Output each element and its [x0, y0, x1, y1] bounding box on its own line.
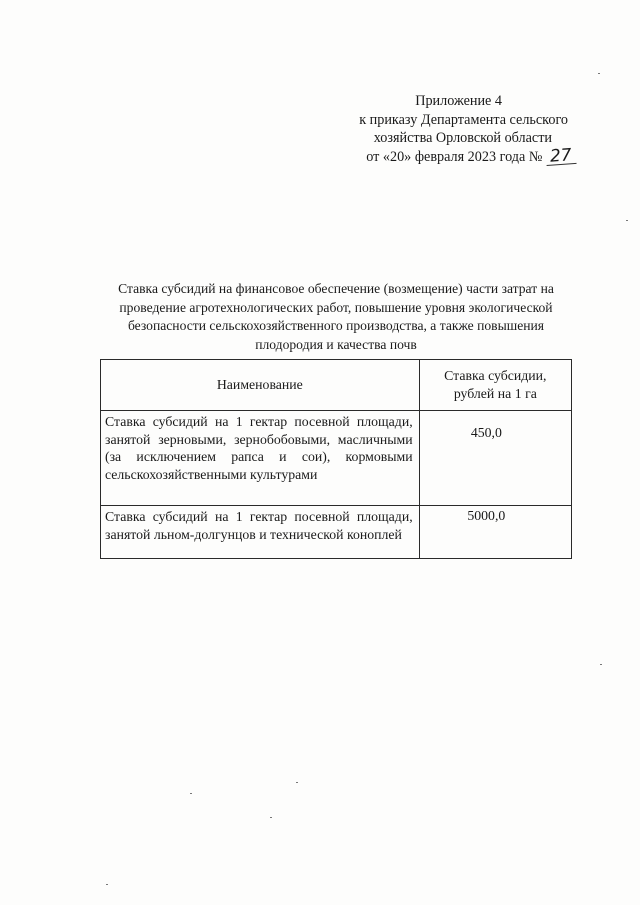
- scan-speck: [270, 817, 272, 818]
- row-name: Ставка субсидий на 1 гектар посевной площади, занятой зерновыми, зернобобовыми, масличными (за исключением рапса и сои), кормовыми сельскохозяйственными культурами: [105, 414, 413, 482]
- table-row: [101, 411, 572, 506]
- appendix-department: хозяйства Орловской области: [373, 130, 552, 146]
- subsidy-table: [100, 359, 572, 559]
- scan-speck: [598, 73, 600, 74]
- row-rate: 5000,0: [467, 508, 506, 523]
- row-rate: 450,0: [470, 425, 502, 440]
- scan-speck: [106, 884, 108, 885]
- row-name: Ставка субсидий на 1 гектар посевной площади, занятой льном-долгунцов и технической коноплей: [105, 509, 413, 542]
- header-rate-line-1: Ставка субсидии,: [444, 368, 547, 383]
- scan-speck: [190, 793, 192, 794]
- scan-speck: [626, 220, 628, 221]
- header-rate-line-2: рублей на 1 га: [453, 386, 537, 401]
- row-name-cell: [101, 411, 420, 506]
- title-line-2: проведение агротехнологических работ, повышение уровня экологической: [119, 299, 553, 315]
- title-line-4: плодородия и качества почв: [255, 336, 417, 352]
- order-number: 27: [546, 146, 577, 165]
- table-row: [101, 506, 572, 559]
- table-header-row: [101, 360, 572, 411]
- header-rate: [419, 360, 571, 411]
- row-name-cell: [101, 506, 420, 559]
- title-line-1: Ставка субсидий на финансовое обеспечение (возмещение) части затрат на: [118, 281, 554, 296]
- document-title: [92, 280, 580, 354]
- appendix-date: от «20» февраля 2023 года №: [366, 148, 543, 165]
- title-line-3: безопасности сельскохозяйственного производства, а также повышения: [127, 318, 545, 334]
- header-name: Наименование: [101, 360, 420, 411]
- appendix-title: Приложение 4: [415, 93, 502, 109]
- row-rate-cell: [419, 506, 571, 559]
- row-rate-cell: [419, 411, 571, 506]
- scan-speck: [296, 782, 298, 783]
- scan-speck: [600, 664, 602, 665]
- appendix-date-line: [300, 144, 576, 167]
- appendix-header: [300, 92, 576, 166]
- appendix-order-ref: к приказу Департамента сельского: [359, 111, 568, 128]
